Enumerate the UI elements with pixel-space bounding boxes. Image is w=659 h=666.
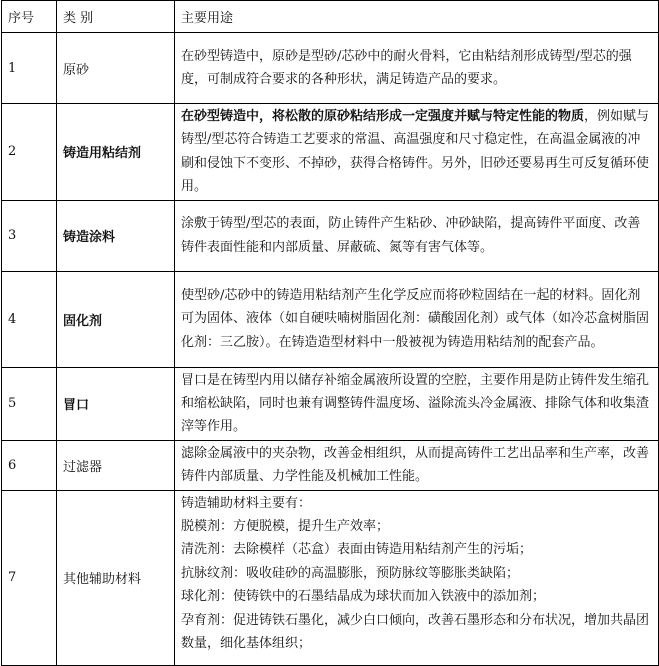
table-row — [2, 367, 659, 440]
row-number: 4 — [2, 271, 57, 367]
row-number: 2 — [2, 104, 57, 201]
description-line: 铸造辅助材料主要有： — [181, 495, 312, 511]
row-category: 铸造涂料 — [57, 200, 175, 271]
row-number: 6 — [2, 440, 57, 490]
row-number: 5 — [2, 367, 57, 440]
description-line: 抗脉纹剂：吸收硅砂的高温膨胀，预防脉纹等膨胀类缺陷； — [181, 565, 520, 581]
row-description — [175, 490, 659, 665]
header-usage: 主要用途 — [175, 1, 659, 33]
table-row — [2, 104, 659, 201]
row-description — [175, 367, 659, 440]
table-row — [2, 271, 659, 367]
row-description — [175, 440, 659, 490]
description-text: 冒口是在铸型内用以储存补缩金属液所设置的空腔，主要作用是防止铸件发生缩孔和缩松缺陷，同时也兼有调整铸件温度场、溢除流头冷金属液、排除气体和收集渣滓等作用。 — [181, 372, 650, 435]
row-description — [175, 33, 659, 104]
description-text: 在砂型铸造中，原砂是型砂/芯砂中的耐火骨料，它由粘结剂形成铸型/型芯的强度，可制成符合要求的各种形状，满足铸造产品的要求。 — [181, 48, 632, 87]
row-category: 过滤器 — [57, 440, 175, 490]
row-description — [175, 104, 659, 201]
row-category: 其他辅助材料 — [57, 490, 175, 665]
header-row — [2, 1, 659, 33]
description-text: ，例如赋与铸型/型芯符合铸造工艺要求的常温、高温强度和尺寸稳定性，在高温金属液的冲刷和侵蚀下不变形、不掉砂，获得合格铸件。另外，旧砂还要易再生可反复循环使用。 — [181, 109, 650, 195]
row-category: 原砂 — [57, 33, 175, 104]
table-row — [2, 440, 659, 490]
row-category: 铸造用粘结剂 — [57, 104, 175, 201]
table-row — [2, 490, 659, 665]
row-number: 1 — [2, 33, 57, 104]
row-category: 固化剂 — [57, 271, 175, 367]
header-no: 序号 — [2, 1, 57, 33]
description-emphasis: 在砂型铸造中，将松散的原砂粘结形成一定强度并赋与特定性能的物质 — [181, 109, 585, 124]
row-number: 7 — [2, 490, 57, 665]
row-number: 3 — [2, 200, 57, 271]
description-line: 脱模剂：方便脱模，提升生产效率； — [181, 519, 390, 535]
description-text: 涂敷于铸型/型芯的表面，防止铸件产生粘砂、冲砂缺陷，提高铸件平面度、改善铸件表面性能和内部质量、屏蔽硫、氮等有害气体等。 — [181, 216, 641, 255]
header-category: 类 别 — [57, 1, 175, 33]
row-description — [175, 271, 659, 367]
materials-table — [1, 0, 659, 666]
description-line: 孕育剂：促进铸铁石墨化，减少白口倾向，改善石墨形态和分布状况，增加共晶团数量，细化基体组织； — [181, 612, 650, 652]
row-description — [175, 200, 659, 271]
description-text: 滤除金属液中的夹杂物，改善金相组织，从而提高铸件工艺出品率和生产率，改善铸件内部质量、力学性能及机械加工性能。 — [181, 445, 650, 485]
table-row — [2, 33, 659, 104]
description-line: 清洗剂：去除模样（芯盒）表面由铸造用粘结剂产生的污垢； — [181, 542, 533, 558]
table-row — [2, 200, 659, 271]
description-text: 使型砂/芯砂中的铸造用粘结剂产生化学反应而将砂粒固结在一起的材料。固化剂可为固体、液体（如自硬呋喃树脂固化剂：磺酸固化剂）或气体（如冷芯盒树脂固化剂：三乙胺）。在铸造造型材料中一般被视为铸造用粘结剂的配套产品。 — [181, 288, 650, 350]
description-line: 球化剂：使铸铁中的石墨结晶成为球状而加入铁液中的添加剂； — [181, 589, 546, 605]
row-category: 冒口 — [57, 367, 175, 440]
